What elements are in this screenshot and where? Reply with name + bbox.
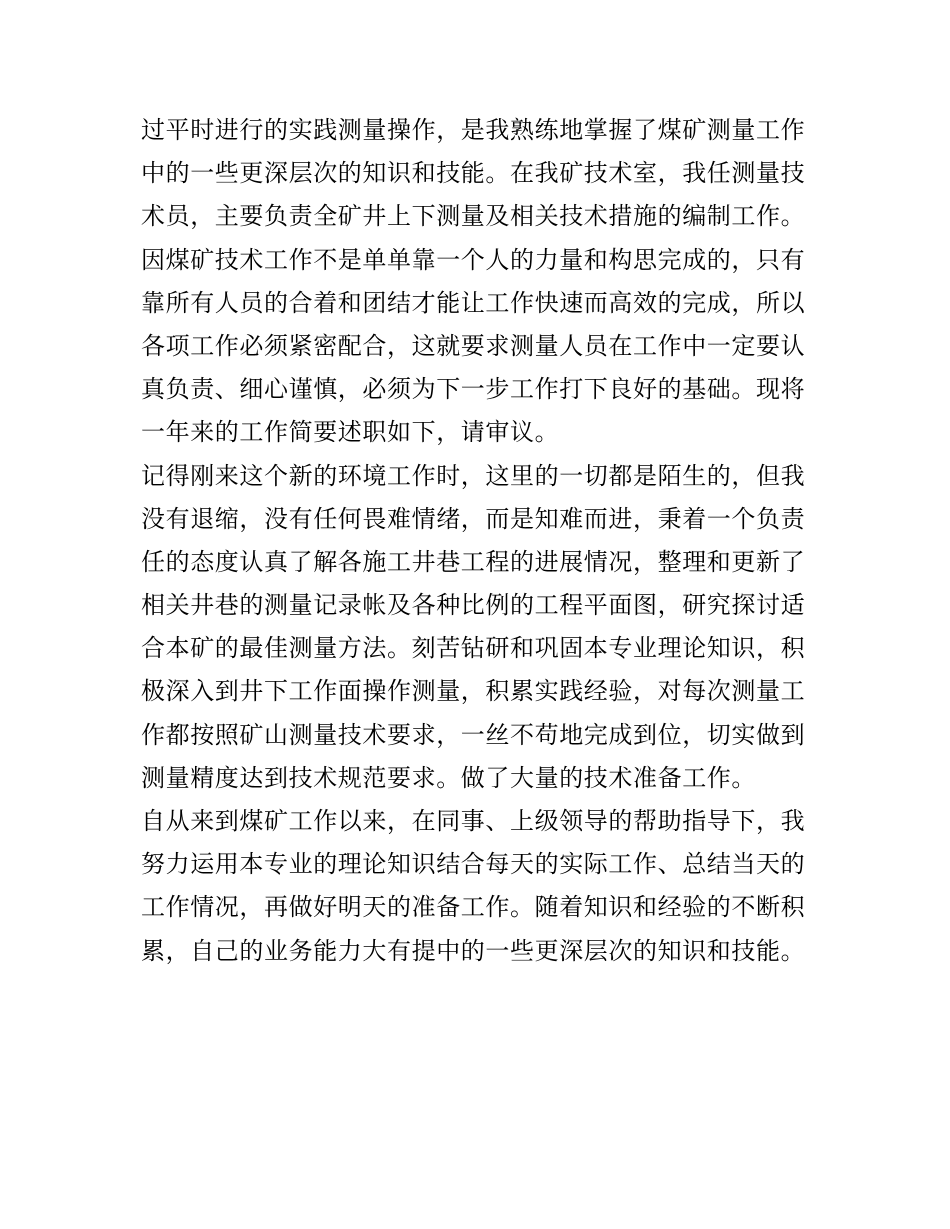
text-line: 测量精度达到技术规范要求。做了大量的技术准备工作。: [141, 763, 756, 792]
text-line: 记得刚来这个新的环境工作时，这里的一切都是陌生的，但我: [141, 461, 806, 490]
text-line: 合本矿的最佳测量方法。刻苦钻研和巩固本专业理论知识，积: [141, 634, 806, 663]
text-line: 相关井巷的测量记录帐及各种比例的工程平面图，研究探讨适: [141, 591, 806, 620]
text-line: 中的一些更深层次的知识和技能。在我矿技术室，我任测量技: [141, 159, 806, 188]
text-line: 各项工作必须紧密配合，这就要求测量人员在工作中一定要认: [141, 331, 806, 360]
text-line: 自从来到煤矿工作以来，在同事、上级领导的帮助指导下，我: [141, 807, 806, 835]
text-line: 真负责、细心谨慎，必须为下一步工作打下良好的基础。现将: [141, 375, 806, 404]
text-line: 过平时进行的实践测量操作，是我熟练地掌握了煤矿测量工作: [141, 116, 806, 144]
text-line: 因煤矿技术工作不是单单靠一个人的力量和构思完成的，只有: [141, 245, 806, 274]
text-line: 术员，主要负责全矿井上下测量及相关技术措施的编制工作。: [141, 202, 806, 231]
text-line: 没有退缩，没有任何畏难情绪，而是知难而进，秉着一个负责: [141, 504, 806, 533]
text-line: 任的态度认真了解各施工井巷工程的进展情况，整理和更新了: [141, 547, 806, 576]
body-text: [141, 109, 821, 973]
text-line: 极深入到井下工作面操作测量，积累实践经验，对每次测量工: [141, 677, 806, 706]
text-line: 作都按照矿山测量技术要求，一丝不苟地完成到位，切实做到: [141, 720, 806, 749]
text-line: 工作情况，再做好明天的准备工作。随着知识和经验的不断积: [141, 893, 806, 922]
text-line: 一年来的工作简要述职如下，请审议。: [141, 418, 560, 447]
text-line: 靠所有人员的合着和团结才能让工作快速而高效的完成，所以: [141, 288, 806, 317]
text-line: 累，自己的业务能力大有提中的一些更深层次的知识和技能。: [141, 936, 806, 965]
text-line: 努力运用本专业的理论知识结合每天的实际工作、总结当天的: [141, 850, 806, 879]
